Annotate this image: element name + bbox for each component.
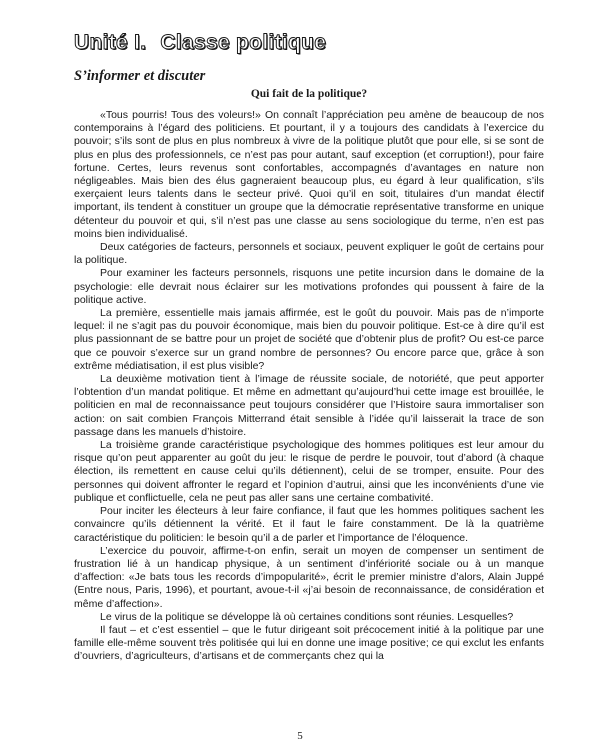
paragraph: L’exercice du pouvoir, affirme-t-on enfin, serait un moyen de compenser un sentiment de frustration lié à un handicap physique, à un sentiment d’infériorité sociale ou à un manque d’affection: «Je bats tous les records d’impopularité», écrit le premier ministre d’alors, Alain Juppé (Entre nous, Paris, 1996), et pourtant, avoue-t-il «j’ai besoin de reconnaissance, de considération et même d’affection». (74, 544, 544, 610)
article-body (74, 109, 544, 664)
paragraph: La première, essentielle mais jamais affirmée, est le goût du pouvoir. Mais pas de n’importe lequel: il ne s’agit pas du pouvoir économique, mais bien du pouvoir politique. Est-ce à dire qu’il est plus passionnant de se battre pour un projet de société que d’obtenir plus de profit? Ou est-ce parce que ce pouvoir s’exerce sur un grand nombre de personnes? Ou encore parce que, grâce à son extrême médiatisation, il est plus visible? (74, 307, 544, 372)
section-heading: S’informer et discuter (74, 68, 206, 84)
paragraph: Pour examiner les facteurs personnels, risquons une petite incursion dans le domaine de la psychologie: elle devrait nous éclairer sur les motivations profondes qui poussent à faire de la politique active. (74, 267, 544, 306)
paragraph: Il faut – et c’est essentiel – que le futur dirigeant soit précocement initié à la politique par une famille elle-même souvent très politisée qui lui en donne une image positive; ce qui exclut les enfants d’ouvriers, d’agriculteurs, d’artisans et de commerçants chez qui la (74, 623, 544, 663)
article-title: Qui fait de la politique? (250, 88, 368, 100)
paragraph: «Tous pourris! Tous des voleurs!» On connaît l’appréciation peu amène de beaucoup de nos contemporains à l’égard des politiciens. Et pourtant, il y a toujours des candidats à l’exercice du pouvoir; s’ils sont de plus en plus nombreux à vivre de la politique plutôt que pour elle, si se sont de plus en plus des professionnels, ce n’est pas pour autant, sauf exception (et corruption!), pour faire fortune. Certes, leurs revenus sont confortables, accompagnés d’avantages en nature non négligeables. Mais bien des élus gagneraient beaucoup plus, eu égard à leur qualification, s’ils exerçaient leurs talents dans le secteur privé. Quoi qu’il en soit, titulaires d’un mandat électif important, ils tendent à constituer un groupe que la démocratie représentative transforme en unique détenteur du pouvoir et qui, s’il n’est pas une classe au sens sociologique du terme, n’en est pas moins bien individualisé. (74, 109, 544, 240)
unit-name: Classe politique (160, 31, 327, 54)
paragraph: Pour inciter les électeurs à leur faire confiance, il faut que les hommes politiques sachent les convaincre qu’ils détiennent la vérité. Et il faut le faire constamment. De là la quatrième caractéristique du politicien: le besoin qu’il a de parler et l’importance de l’éloquence. (74, 505, 544, 544)
paragraph: Le virus de la politique se développe là où certaines conditions sont réunies. Lesquelles? (100, 610, 514, 623)
paragraph: La troisième grande caractéristique psychologique des hommes politiques est leur amour du risque qu’on peut apparenter au goût du jeu: le risque de perdre le pouvoir, tout d’abord (à chaque élection, ils remettent en cause celui qu’ils détiennent), celui de se tromper, ensuite. Pour des personnes qui doivent affronter le regard et l’opinion d’autrui, ainsi que les inconvénients d’une vie publique et conflictuelle, cela ne peut pas aller sans une certaine combativité. (74, 439, 544, 504)
page-number: 5 (297, 730, 303, 742)
unit-title (74, 30, 544, 56)
paragraph: Deux catégories de facteurs, personnels et sociaux, peuvent expliquer le goût de certains pour la politique. (74, 241, 544, 267)
unit-label: Unité I. (74, 31, 147, 54)
paragraph: La deuxième motivation tient à l’image de réussite sociale, de notoriété, que peut apporter l’obtention d’un mandat politique. Et même en admettant qu’aujourd’hui cette image est brouillée, le politicien en mal de reconnaissance peut toujours considérer que l’Histoire saura immortaliser son action: on sait combien François Mitterrand était sensible à l’idée qu’il laisserait la trace de son passage dans les manuels d’histoire. (74, 373, 544, 438)
